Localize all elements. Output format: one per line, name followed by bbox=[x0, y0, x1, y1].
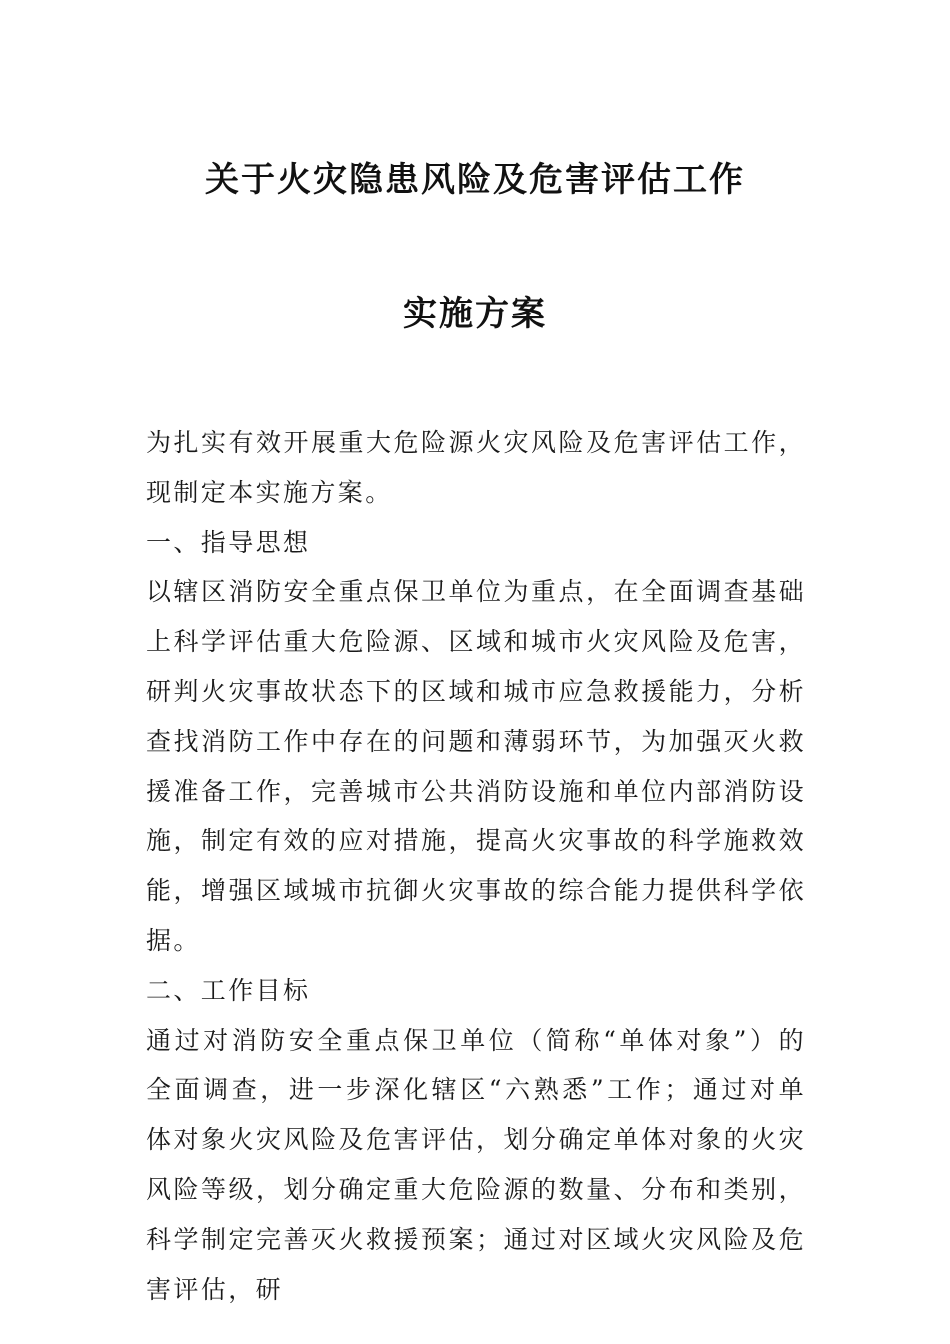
document-title-line-1: 关于火灾隐患风险及危害评估工作 bbox=[205, 160, 745, 200]
section-heading-guiding-ideology: 一、指导思想 bbox=[146, 527, 311, 557]
document-title-line-2: 实施方案 bbox=[403, 294, 547, 334]
intro-paragraph: 为扎实有效开展重大危险源火灾风险及危害评估工作，现制定本实施方案。 bbox=[146, 428, 806, 507]
work-goals-paragraph: 通过对消防安全重点保卫单位（简称“单体对象”）的全面调查，进一步深化辖区“六熟悉”工作；通过对单体对象火灾风险及危害评估，划分确定单体对象的火灾风险等级，划分确定重大危险源的数量、分布和类别，科学制定完善灭火救援预案；通过对区域火灾风险及危害评估，研 bbox=[146, 1025, 806, 1304]
document-body bbox=[146, 418, 806, 1314]
guiding-ideology-paragraph: 以辖区消防安全重点保卫单位为重点，在全面调查基础上科学评估重大危险源、区域和城市火灾风险及危害，研判火灾事故状态下的区域和城市应急救援能力，分析查找消防工作中存在的问题和薄弱环节，为加强灭火救援准备工作，完善城市公共消防设施和单位内部消防设施，制定有效的应对措施，提高火灾事故的科学施救效能，增强区域城市抗御火灾事故的综合能力提供科学依据。 bbox=[146, 577, 806, 955]
section-heading-work-goals: 二、工作目标 bbox=[146, 975, 311, 1005]
